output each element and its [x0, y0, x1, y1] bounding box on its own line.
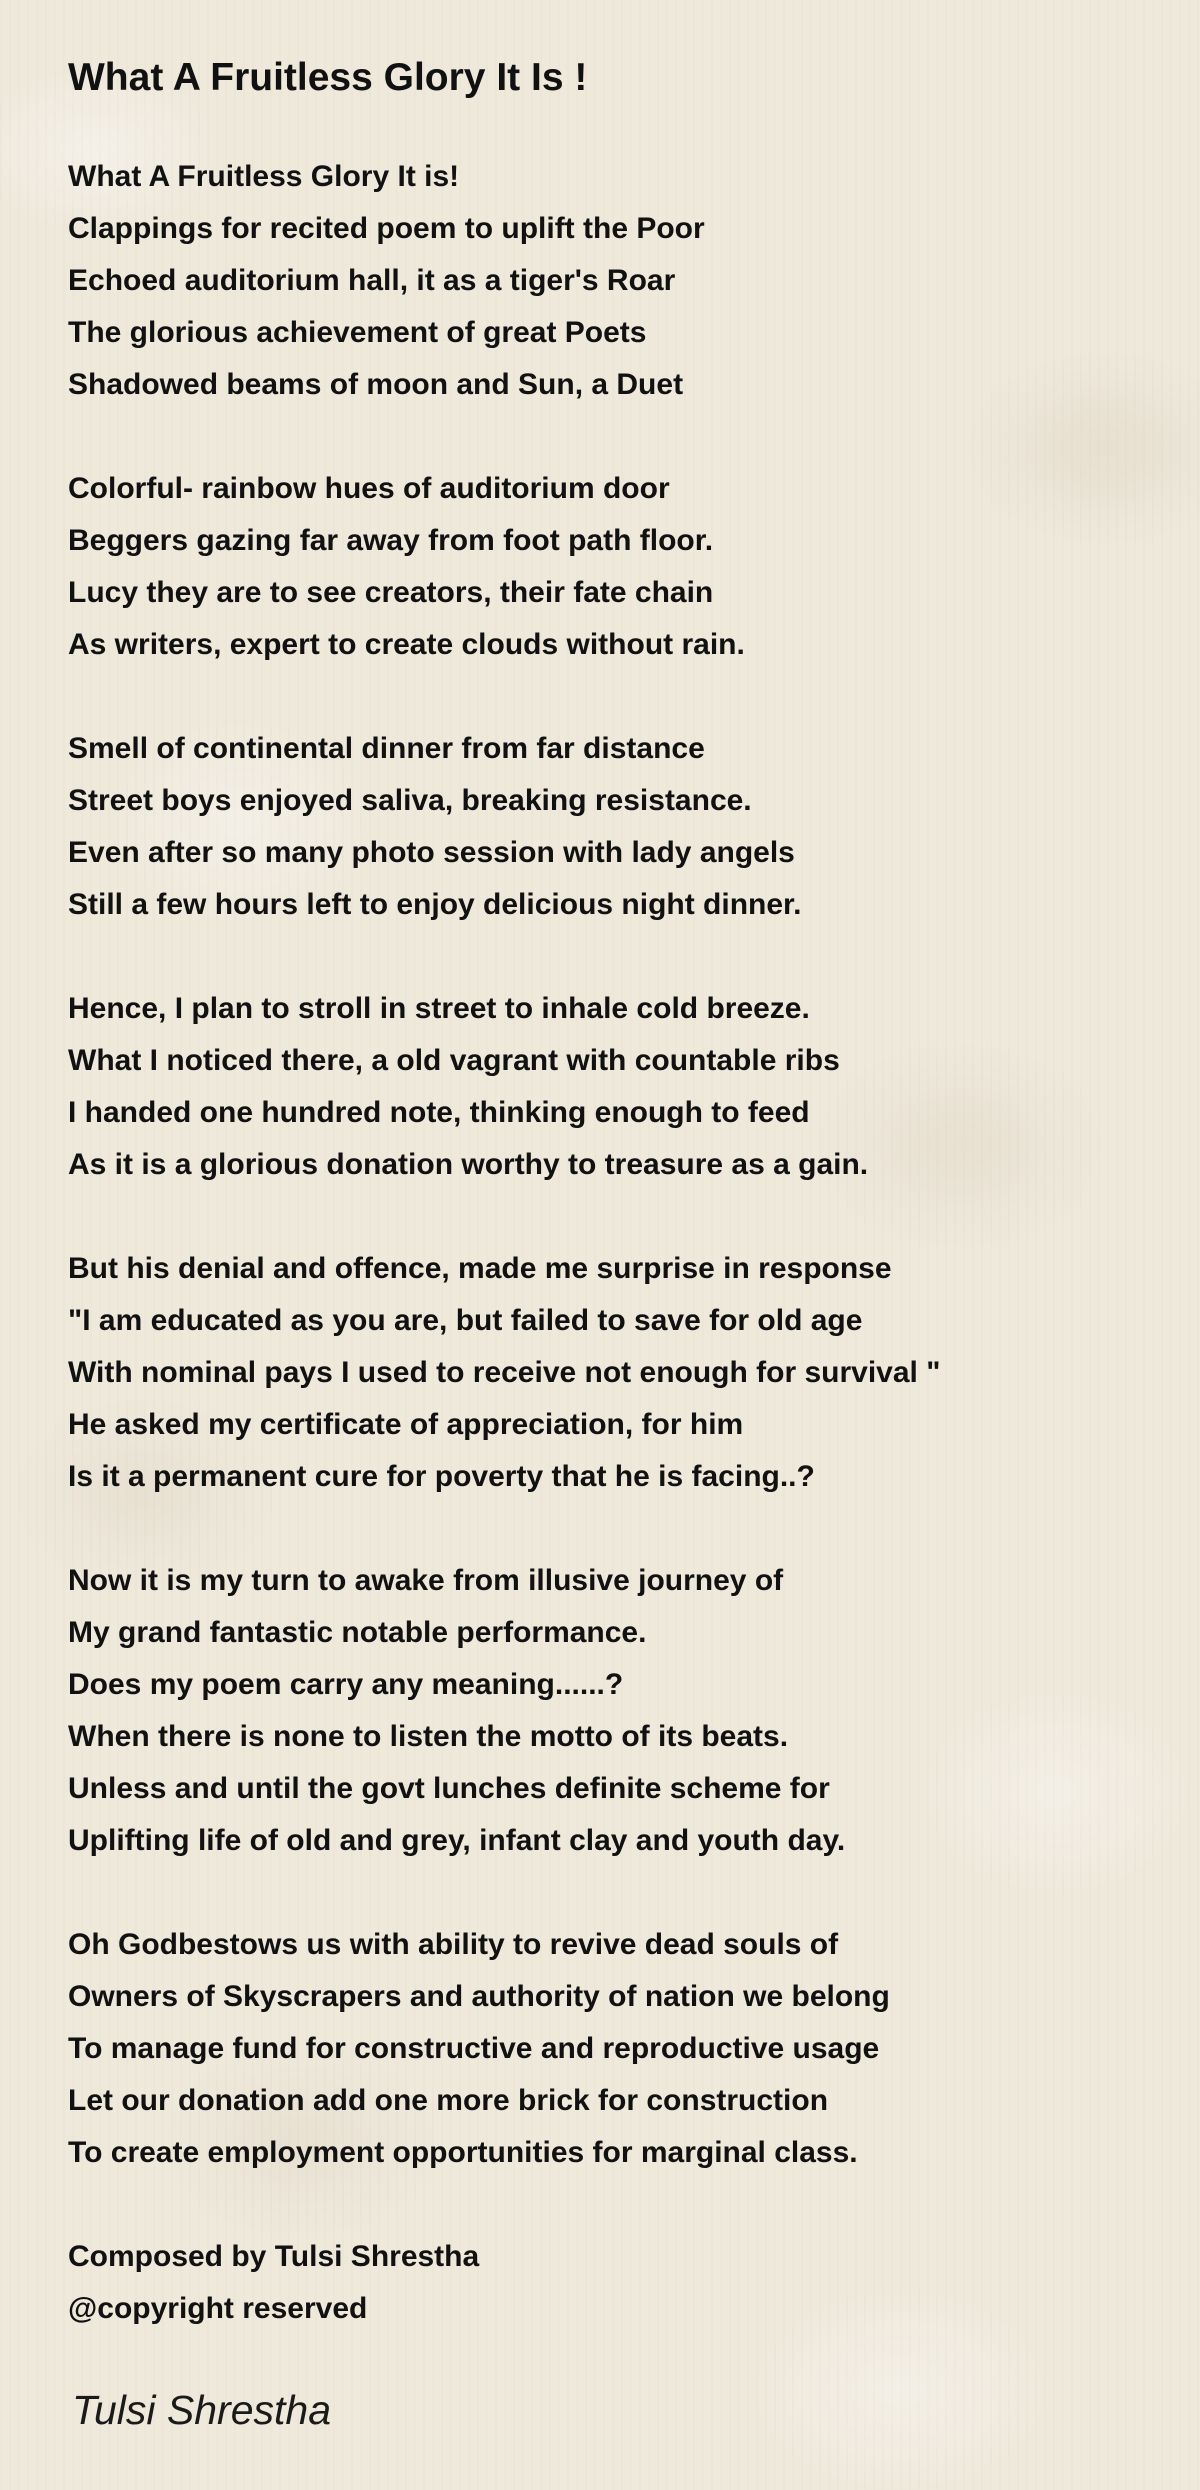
poem-line: Composed by Tulsi Shrestha: [68, 2240, 480, 2273]
poem-line: Owners of Skyscrapers and authority of nation we belong: [68, 1980, 890, 2013]
poem-line: To create employment opportunities for marginal class.: [68, 2136, 858, 2169]
stanza: [68, 151, 1168, 411]
poem-line: Unless and until the govt lunches definite scheme for: [68, 1772, 830, 1805]
poem-line: Even after so many photo session with lady angels: [68, 836, 795, 869]
poem-line: Is it a permanent cure for poverty that he is facing..?: [68, 1460, 815, 1493]
poem-line: I handed one hundred note, thinking enough to feed: [68, 1096, 810, 1129]
stanza: [68, 983, 1168, 1191]
poem-line: @copyright reserved: [68, 2292, 368, 2325]
stanza: [68, 2231, 1168, 2335]
poem-line: When there is none to listen the motto of its beats.: [68, 1720, 789, 1753]
poem-line: With nominal pays I used to receive not enough for survival ": [68, 1356, 941, 1389]
poem-line: He asked my certificate of appreciation, for him: [68, 1408, 744, 1441]
poem-line: "I am educated as you are, but failed to save for old age: [68, 1304, 863, 1337]
author-signature: Tulsi Shrestha: [72, 2387, 332, 2433]
poem-line: Clappings for recited poem to uplift the Poor: [68, 212, 705, 245]
poem-line: Lucy they are to see creators, their fate chain: [68, 576, 714, 609]
poem-line: Uplifting life of old and grey, infant clay and youth day.: [68, 1824, 846, 1857]
poem-line: What I noticed there, a old vagrant with countable ribs: [68, 1044, 840, 1077]
poem-line: The glorious achievement of great Poets: [68, 316, 647, 349]
poem-body: [68, 151, 1168, 2387]
poem-line: My grand fantastic notable performance.: [68, 1616, 647, 1649]
stanza: [68, 1919, 1168, 2179]
poem-line: Echoed auditorium hall, it as a tiger's Roar: [68, 264, 676, 297]
poem-line: Oh Godbestows us with ability to revive dead souls of: [68, 1928, 839, 1961]
poem-line: Now it is my turn to awake from illusive journey of: [68, 1564, 784, 1597]
poem-line: Beggers gazing far away from foot path floor.: [68, 524, 714, 557]
poem-line: What A Fruitless Glory It is!: [68, 160, 460, 193]
poem-line: As writers, expert to create clouds without rain.: [68, 628, 745, 661]
poem-line: Street boys enjoyed saliva, breaking resistance.: [68, 784, 752, 817]
poem-line: But his denial and offence, made me surprise in response: [68, 1252, 892, 1285]
poem-line: To manage fund for constructive and reproductive usage: [68, 2032, 880, 2065]
poem-line: Smell of continental dinner from far distance: [68, 732, 705, 765]
stanza: [68, 723, 1168, 931]
poem-line: Let our donation add one more brick for construction: [68, 2084, 829, 2117]
poem-line: Shadowed beams of moon and Sun, a Duet: [68, 368, 684, 401]
stanza: [68, 1555, 1168, 1867]
poem-line: Hence, I plan to stroll in street to inhale cold breeze.: [68, 992, 810, 1025]
poem-line: Colorful- rainbow hues of auditorium door: [68, 472, 670, 505]
stanza: [68, 1243, 1168, 1503]
poem-title: What A Fruitless Glory It Is !: [68, 56, 588, 99]
poem-line: As it is a glorious donation worthy to treasure as a gain.: [68, 1148, 869, 1181]
stanza: [68, 463, 1168, 671]
poem-line: Does my poem carry any meaning......?: [68, 1668, 624, 1701]
poem-line: Still a few hours left to enjoy delicious night dinner.: [68, 888, 802, 921]
